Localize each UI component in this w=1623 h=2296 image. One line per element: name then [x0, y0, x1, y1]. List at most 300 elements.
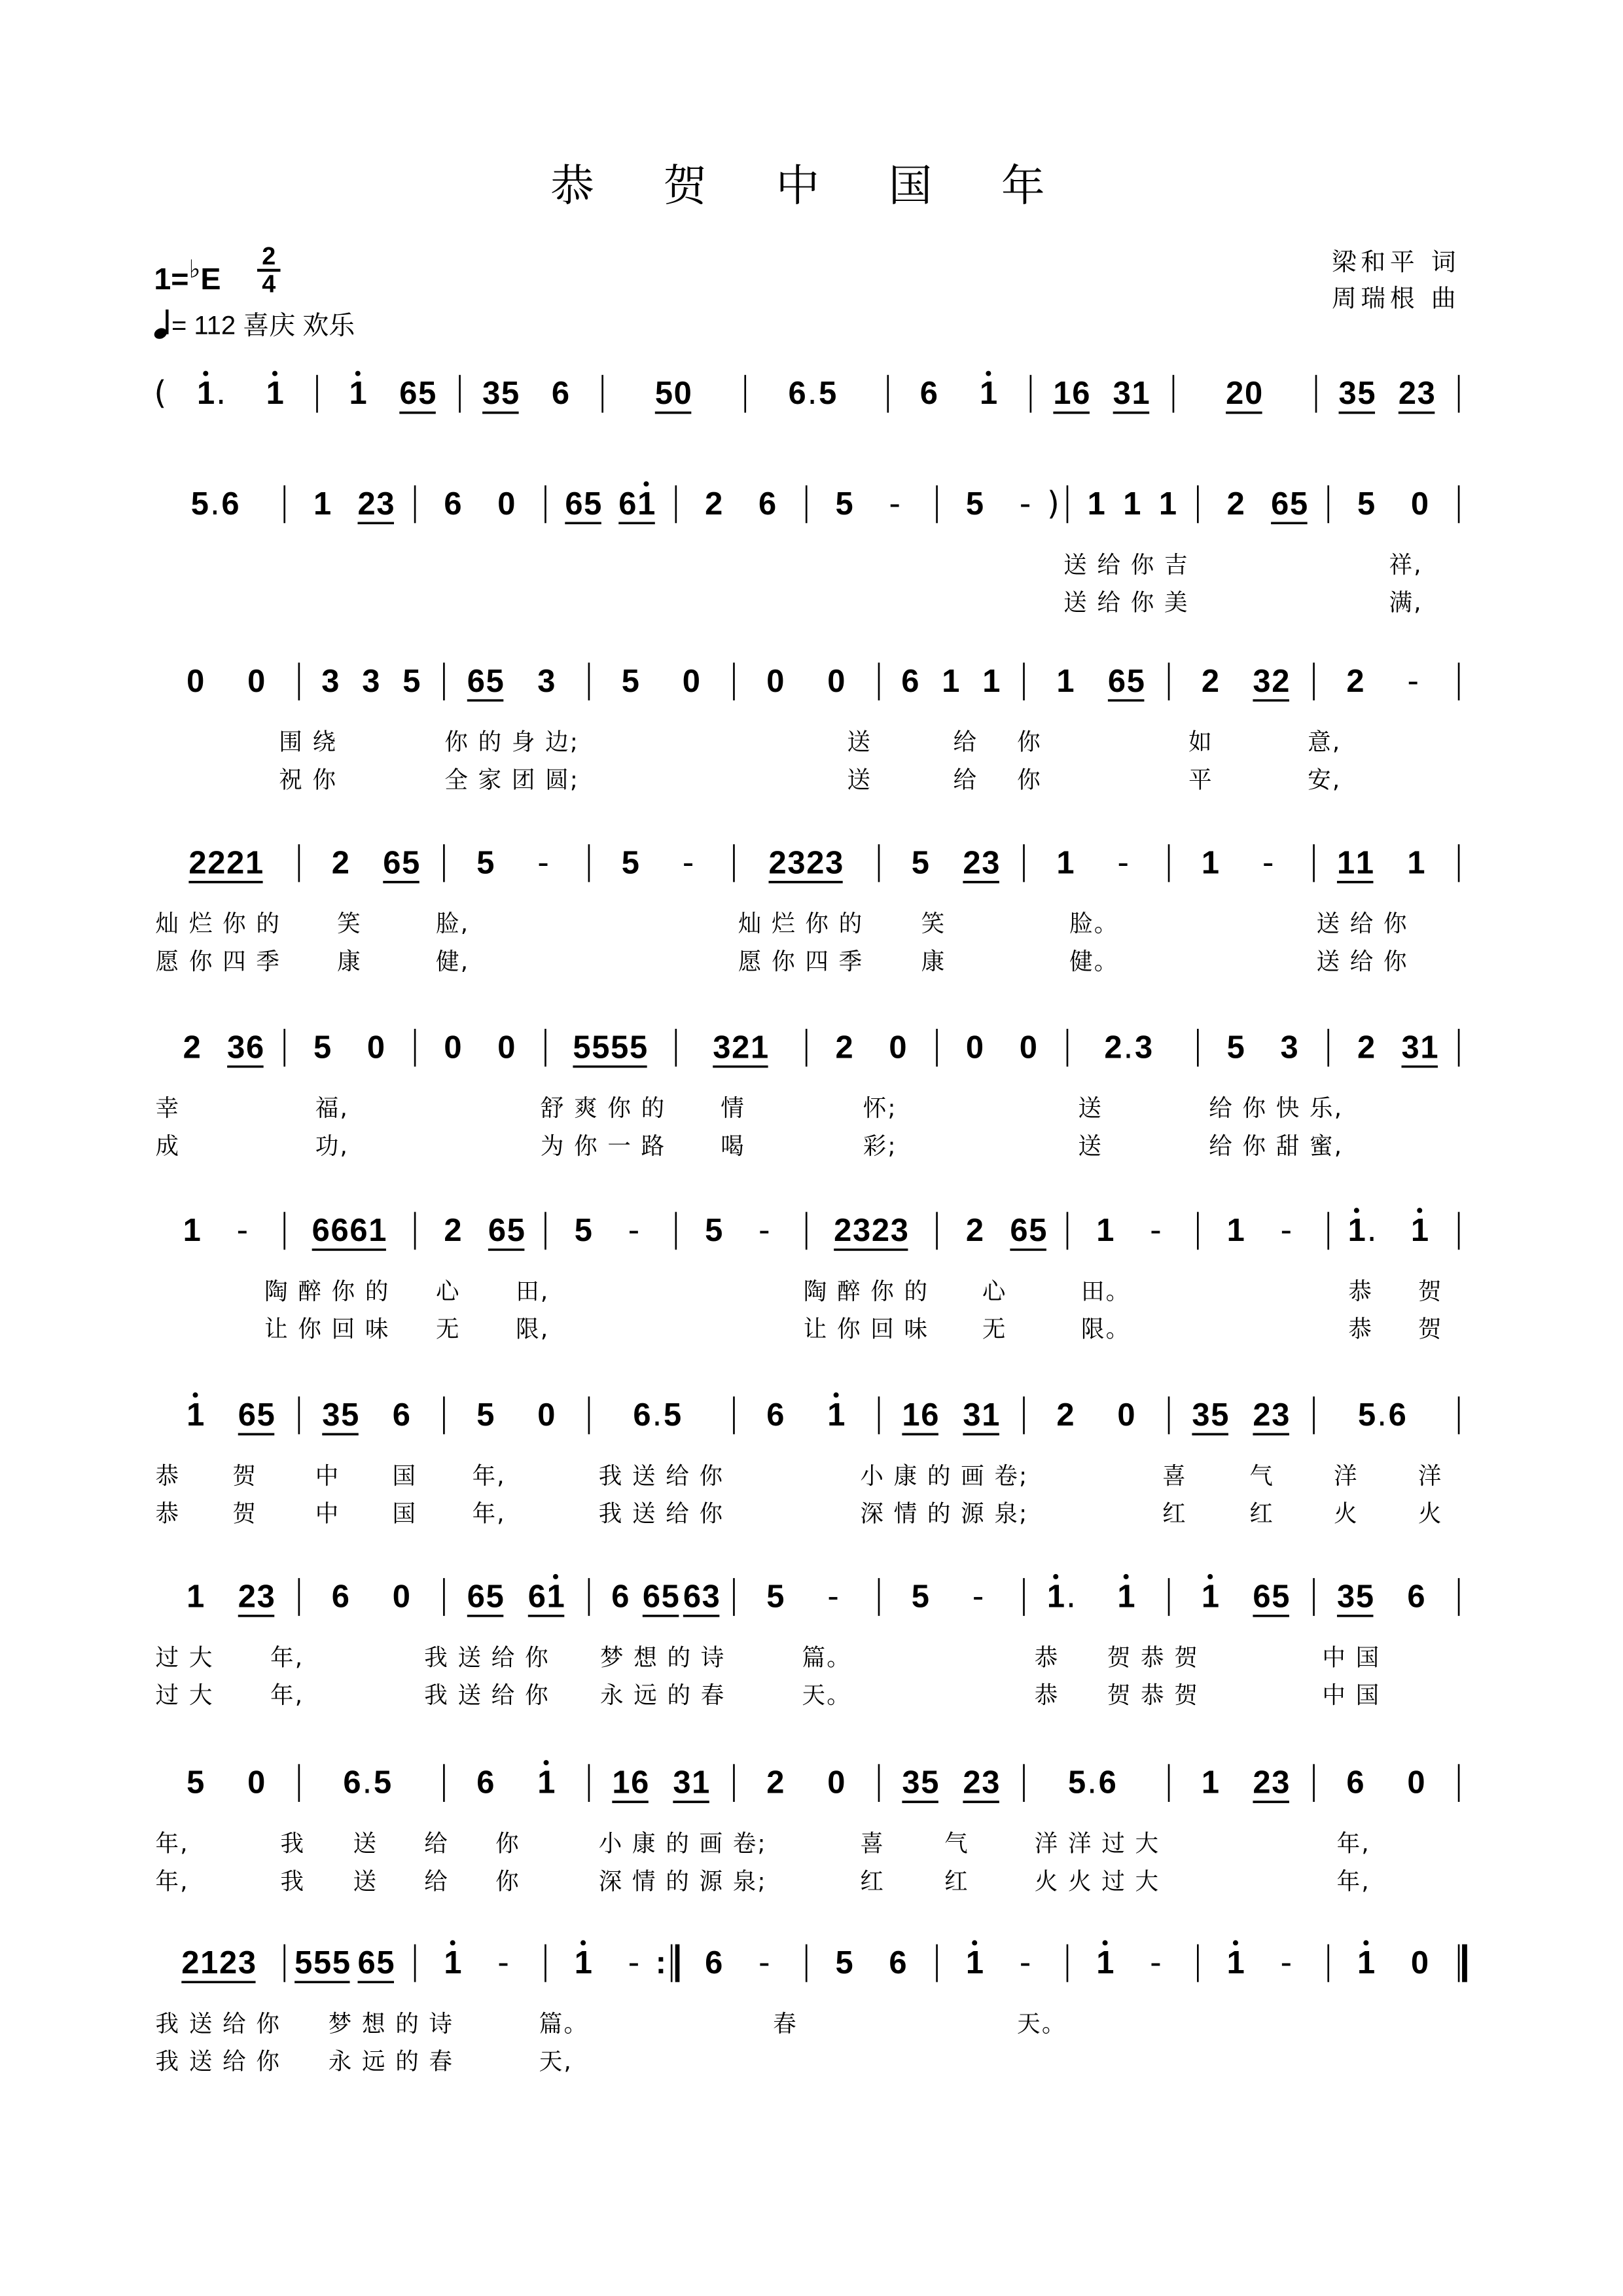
note: 2 [444, 1213, 462, 1249]
note: 3 [963, 1397, 981, 1433]
key-signature [154, 256, 221, 298]
note: 0 [1117, 1397, 1135, 1433]
extension-dash: - [1019, 1944, 1031, 1982]
note: 0 [965, 1030, 984, 1066]
note: 1 [1053, 376, 1071, 412]
lyric-verse-2: 天。 [802, 1681, 852, 1709]
lyric-verse-1: 年, [472, 1462, 506, 1490]
lyric-verse-1: 年, [155, 1829, 189, 1857]
note: 1 [637, 486, 656, 522]
note: 6 [238, 1397, 256, 1433]
note: 6 [221, 486, 240, 522]
notation-staff [0, 1005, 1623, 1092]
note: 6 [1010, 1213, 1028, 1249]
note: 1 [1226, 1945, 1245, 1981]
lyric-verse-2: 年, [270, 1681, 304, 1709]
note: 6 [330, 1213, 349, 1249]
note: 1 [1357, 1945, 1376, 1981]
note: 2 [183, 1030, 201, 1066]
extension-dash: - [1280, 1944, 1293, 1982]
note: 5 [819, 376, 837, 412]
note: 6 [1271, 486, 1289, 522]
lyric-verse-1: 田, [516, 1277, 550, 1305]
tempo-expression: 喜庆 欢乐 [243, 311, 355, 340]
note: 5 [257, 1397, 275, 1433]
lyric-verse-1: 你 [1017, 728, 1042, 756]
note: 1 [902, 1397, 920, 1433]
lyric-verse-1: 喜 [1162, 1462, 1187, 1490]
note: 6 [633, 1397, 651, 1433]
note: 5 [332, 1945, 351, 1981]
note: 6 [611, 1579, 630, 1615]
lyric-verse-2: 愿 你 四 季 [155, 947, 281, 975]
note: 6 [1346, 1765, 1364, 1801]
note: 2 [1201, 663, 1220, 699]
note: 3 [482, 376, 501, 412]
note: 3 [902, 1765, 920, 1801]
lyric-verse-1: 心 [982, 1277, 1007, 1305]
lyric-verse-2: 康 [337, 947, 362, 975]
dot-mark: . [1376, 1396, 1387, 1434]
lyric-verse-2: 无 [982, 1315, 1007, 1343]
dot-mark: . [362, 1763, 372, 1801]
note: 1 [1355, 845, 1374, 881]
note: 5 [1358, 1397, 1376, 1433]
lyric-verse-1: 我 送 给 你 [155, 2009, 281, 2037]
lyric-verse-1: 国 [392, 1462, 418, 1490]
note: 2 [1272, 663, 1290, 699]
lyric-verse-1: 送 [1078, 1094, 1103, 1122]
lyric-verse-1: 送 [847, 728, 872, 756]
note: 0 [889, 1030, 907, 1066]
lyric-verse-1: 梦 想 的 诗 [599, 1643, 726, 1672]
lyric-verse-1: 中 国 [1322, 1643, 1381, 1672]
note: 0 [1410, 486, 1429, 522]
extension-dash: - [758, 1944, 770, 1982]
note: 6 [565, 486, 583, 522]
lyric-verse-2: 给 你 甜 蜜, [1209, 1132, 1344, 1160]
lyric-verse-1: 送 [353, 1829, 378, 1857]
note: 2 [1357, 1030, 1376, 1066]
flat-sign: ♭ [188, 255, 201, 283]
lyric-verse-1: 意, [1308, 728, 1342, 756]
note: 2 [181, 1945, 200, 1981]
lyric-verse-2: 年, [1336, 1867, 1370, 1895]
note: 6 [901, 663, 919, 699]
lyric-verse-1: 幸 [155, 1094, 181, 1122]
notation-staff [0, 821, 1623, 908]
note: 0 [247, 1765, 266, 1801]
time-signature-top: 2 [262, 242, 276, 270]
note: 1 [1117, 1579, 1135, 1615]
note: 1 [444, 1945, 462, 1981]
lyric-verse-2: 送 给 你 [1316, 947, 1408, 975]
lyric-verse-1: 小 康 的 画 卷; [598, 1829, 767, 1857]
note: 6 [488, 1213, 507, 1249]
note: 5 [341, 1397, 359, 1433]
note: 6 [642, 1579, 660, 1615]
note: 1 [827, 1397, 846, 1433]
composer-credit: 周瑞根 曲 [1332, 285, 1461, 314]
high-octave-dot [1233, 1940, 1238, 1945]
notation-staff [0, 462, 1623, 549]
note: 5 [630, 1030, 648, 1066]
lyric-verse-1: 贺 恭 贺 [1107, 1643, 1200, 1672]
lyric-verse-1: 洋 [1418, 1462, 1443, 1490]
lyric-verse-1: 心 [436, 1277, 461, 1305]
note: 5 [911, 1579, 929, 1615]
note: 2 [1226, 376, 1244, 412]
lyric-verse-2: 恭 [1034, 1681, 1060, 1709]
note: 2 [834, 1213, 852, 1249]
note: 1 [313, 486, 332, 522]
lyric-verse-1: 我 送 给 你 [598, 1462, 724, 1490]
note: 5 [621, 845, 639, 881]
note: 3 [1272, 1397, 1290, 1433]
note: 3 [1280, 1030, 1298, 1066]
note: 3 [537, 663, 556, 699]
lyric-verse-1: 脸。 [1069, 909, 1119, 938]
note: 2 [1398, 376, 1416, 412]
repeat-dots: : [655, 1945, 667, 1981]
note: 0 [1244, 376, 1263, 412]
note: 1 [1420, 1030, 1438, 1066]
note: 6 [618, 486, 637, 522]
note: 1 [612, 1765, 630, 1801]
note: 5 [1211, 1397, 1229, 1433]
note: 6 [631, 1765, 649, 1801]
note: 1 [1046, 1579, 1065, 1615]
notation-staff [0, 1921, 1623, 2008]
note: 0 [673, 376, 692, 412]
lyric-verse-1: 祥, [1389, 550, 1423, 579]
note: 6 [476, 1765, 495, 1801]
dot-mark: . [209, 484, 221, 522]
note: 2 [963, 845, 981, 881]
lyric-verse-2: 喝 [721, 1132, 745, 1160]
note: 5 [507, 1213, 525, 1249]
high-octave-dot [1207, 1574, 1213, 1579]
dot-mark: . [215, 374, 226, 412]
note: 3 [238, 1945, 257, 1981]
note: 2 [331, 845, 349, 881]
note: 6 [357, 1945, 376, 1981]
note: 6 [1098, 1765, 1116, 1801]
note: 6 [1072, 376, 1090, 412]
note: 2 [1253, 1765, 1271, 1801]
note: 3 [982, 845, 1000, 881]
lyric-verse-2: 我 送 给 你 [155, 2047, 281, 2075]
lyric-verse-1: 贺 [232, 1462, 258, 1490]
note: 1 [1226, 1213, 1245, 1249]
note: 0 [187, 663, 205, 699]
dot-mark: . [652, 1396, 662, 1434]
song-title: 恭 贺 中 国 年 [550, 161, 1073, 213]
extension-dash: - [1407, 662, 1419, 700]
note: 1 [1096, 1213, 1115, 1249]
note: 3 [376, 486, 395, 522]
note: 5 [1226, 1030, 1245, 1066]
lyric-verse-2: 中 国 [1322, 1681, 1381, 1709]
note: 5 [911, 845, 929, 881]
lyric-verse-1: 梦 想 的 诗 [328, 2009, 454, 2037]
note: 5 [1357, 376, 1376, 412]
note: 1 [965, 1945, 984, 1981]
quarter-note-icon [154, 310, 171, 338]
high-octave-dot [192, 1392, 198, 1397]
lyric-verse-2: 彩; [863, 1132, 897, 1160]
note: 1 [982, 1397, 1000, 1433]
note: 6 [444, 486, 462, 522]
note: 6 [758, 486, 777, 522]
note: 3 [853, 1213, 871, 1249]
lyric-verse-1: 年, [1336, 1829, 1370, 1857]
lyric-verse-1: 笑 [337, 909, 362, 938]
note: 1 [196, 376, 215, 412]
note: 6 [245, 1030, 264, 1066]
extension-dash: - [682, 844, 694, 882]
notation-staff [0, 351, 1623, 439]
note: 6 [399, 376, 418, 412]
extension-dash: - [628, 1944, 640, 1982]
notation-staff [0, 1373, 1623, 1460]
high-octave-dot [203, 371, 208, 376]
lyric-verse-2: 让 你 回 味 [264, 1315, 390, 1343]
note: 5 [584, 486, 602, 522]
note: 5 [621, 663, 639, 699]
lyric-verse-1: 田。 [1080, 1277, 1131, 1305]
extension-dash: - [1280, 1211, 1293, 1249]
lyric-verse-2: 为 你 一 路 [540, 1132, 666, 1160]
lyric-verse-2: 深 情 的 源 泉; [860, 1499, 1029, 1528]
note: 5 [611, 1030, 629, 1066]
note: 1 [982, 663, 1001, 699]
extension-dash: - [497, 1944, 509, 1982]
note: 5 [1029, 1213, 1047, 1249]
closing-paren: ) [1046, 484, 1060, 522]
notation-staff [0, 639, 1623, 726]
note: 3 [257, 1579, 275, 1615]
note: 1 [1410, 1213, 1429, 1249]
note: 3 [982, 1765, 1000, 1801]
note: 5 [835, 1945, 853, 1981]
high-octave-dot [580, 1940, 586, 1945]
note: 6 [1107, 663, 1126, 699]
lyric-verse-1: 篇。 [802, 1643, 852, 1672]
lyric-verse-2: 中 [315, 1499, 340, 1528]
lyric-verse-2: 满, [1389, 588, 1423, 617]
lyric-verse-1: 脸, [436, 909, 470, 938]
note: 1 [750, 1030, 769, 1066]
lyric-verse-2: 你 [495, 1867, 520, 1895]
dot-mark: . [807, 374, 817, 412]
note: 2 [219, 1945, 238, 1981]
note: 2 [1253, 1397, 1271, 1433]
note: 5 [294, 1945, 313, 1981]
extension-dash: - [1150, 1944, 1162, 1982]
extension-dash: - [1262, 844, 1274, 882]
note: 5 [313, 1945, 332, 1981]
high-octave-dot [1124, 1574, 1129, 1579]
lyric-verse-2: 让 你 回 味 [803, 1315, 929, 1343]
note: 0 [537, 1397, 556, 1433]
lyric-verse-1: 天。 [1017, 2009, 1067, 2037]
high-octave-dot [1417, 1208, 1422, 1213]
note: 1 [942, 663, 960, 699]
lyric-verse-2: 给 [424, 1867, 450, 1895]
lyric-verse-2: 限, [516, 1315, 550, 1343]
note: 3 [1336, 1579, 1355, 1615]
high-octave-dot [1053, 1574, 1058, 1579]
lyric-verse-2: 火 [1418, 1499, 1443, 1528]
note: 5 [965, 486, 984, 522]
lyric-verse-2: 愿 你 四 季 [738, 947, 864, 975]
note: 5 [501, 376, 520, 412]
extension-dash: - [628, 1211, 640, 1249]
note: 5 [418, 376, 437, 412]
note: 5 [476, 845, 495, 881]
dot-mark: . [1065, 1577, 1077, 1615]
lyric-verse-1: 气 [944, 1829, 969, 1857]
lyric-verse-1: 情 [721, 1094, 745, 1122]
note: 1 [187, 1397, 205, 1433]
high-octave-dot [972, 1940, 977, 1945]
music-system [0, 1555, 1623, 1773]
lyric-verse-2: 年, [155, 1867, 189, 1895]
note: 5 [1289, 486, 1308, 522]
note: 2 [188, 845, 207, 881]
lyric-verse-1: 灿 烂 你 的 [155, 909, 281, 938]
note: 6 [921, 1397, 939, 1433]
note: 1 [1336, 845, 1355, 881]
lyric-verse-2: 贺 [232, 1499, 258, 1528]
note: 3 [1253, 663, 1271, 699]
lyric-verse-1: 贺 [1418, 1277, 1443, 1305]
high-octave-dot [553, 1574, 558, 1579]
lyric-verse-2: 健, [436, 947, 470, 975]
note: 1 [349, 376, 367, 412]
note: 3 [702, 1579, 720, 1615]
high-octave-dot [1354, 1208, 1359, 1213]
note: 2 [963, 1765, 981, 1801]
note: 2 [226, 845, 245, 881]
note: 0 [766, 663, 785, 699]
lyric-verse-2: 平 [1188, 766, 1213, 794]
note: 2 [835, 1030, 853, 1066]
note: 1 [1056, 845, 1075, 881]
high-octave-dot [986, 371, 991, 376]
lyric-verse-1: 你 的 身 边; [444, 728, 580, 756]
note: 0 [366, 1030, 385, 1066]
lyric-verse-1: 小 康 的 画 卷; [860, 1462, 1029, 1490]
note: 6 [766, 1397, 785, 1433]
note: 6 [349, 1213, 368, 1249]
lyric-verse-1: 中 [315, 1462, 340, 1490]
high-octave-dot [643, 481, 649, 486]
notation-staff [0, 1555, 1623, 1642]
note: 0 [1019, 1030, 1037, 1066]
lyric-verse-1: 陶 醉 你 的 [803, 1277, 929, 1305]
lyric-verse-1: 送 给 你 吉 [1063, 550, 1189, 579]
note: 1 [1096, 1945, 1115, 1981]
lyric-verse-2: 我 [280, 1867, 306, 1895]
lyric-verse-2: 我 送 给 你 [424, 1681, 550, 1709]
lyric-verse-2: 恭 [1348, 1315, 1374, 1343]
lyric-verse-2: 恭 [155, 1499, 181, 1528]
note: 5 [574, 1213, 592, 1249]
note: 1 [1201, 1765, 1220, 1801]
note: 5 [1067, 1765, 1086, 1801]
high-octave-dot [544, 1760, 549, 1765]
note: 1 [692, 1765, 710, 1801]
note: 5 [402, 845, 420, 881]
note: 5 [592, 1030, 610, 1066]
note: 6 [331, 1579, 349, 1615]
note: 2 [705, 486, 723, 522]
note: 1 [1087, 486, 1105, 522]
note: 3 [1401, 1030, 1419, 1066]
note: 5 [402, 663, 421, 699]
note: 2 [1226, 486, 1245, 522]
lyric-verse-1: 我 送 给 你 [424, 1643, 550, 1672]
lyric-verse-2: 全 家 团 圆; [444, 766, 580, 794]
lyric-verse-2: 我 送 给 你 [598, 1499, 724, 1528]
lyricist-credit: 梁和平 词 [1332, 248, 1461, 278]
lyric-verse-1: 我 [280, 1829, 306, 1857]
note: 1 [546, 1579, 565, 1615]
note: 3 [787, 845, 806, 881]
note: 5 [766, 1579, 785, 1615]
note: 3 [1134, 1030, 1153, 1066]
note: 1 [1347, 1213, 1366, 1249]
note: 1 [1123, 486, 1141, 522]
lyric-verse-1: 围 绕 [279, 728, 338, 756]
lyric-verse-2: 红 [944, 1867, 969, 1895]
note: 6 [343, 1765, 361, 1801]
lyric-verse-1: 送 给 你 [1316, 909, 1408, 938]
note: 0 [1407, 1765, 1425, 1801]
lyric-verse-1: 洋 洋 过 大 [1034, 1829, 1160, 1857]
extension-dash: - [1117, 844, 1129, 882]
note: 1 [1158, 486, 1177, 522]
lyric-verse-2: 永 远 的 春 [599, 1681, 726, 1709]
note: 2 [1104, 1030, 1122, 1066]
note: 5 [313, 1030, 332, 1066]
note: 5 [1355, 1579, 1374, 1615]
note: 5 [705, 1213, 723, 1249]
note: 2 [871, 1213, 890, 1249]
lyric-verse-2: 送 [847, 766, 872, 794]
note: 3 [1272, 1765, 1290, 1801]
note: 1 [537, 1765, 556, 1801]
lyric-verse-2: 送 给 你 美 [1063, 588, 1189, 617]
extension-dash: - [889, 484, 901, 522]
lyric-verse-2: 贺 恭 贺 [1107, 1681, 1200, 1709]
lyric-verse-1: 恭 [1348, 1277, 1374, 1305]
note: 0 [444, 1030, 462, 1066]
note: 3 [1417, 376, 1435, 412]
lyric-verse-2: 火 [1334, 1499, 1359, 1528]
note: 2 [732, 1030, 750, 1066]
lyric-verse-1: 气 [1249, 1462, 1275, 1490]
lyric-verse-2: 康 [921, 947, 946, 975]
time-signature-bottom: 4 [262, 270, 276, 298]
note: 2 [768, 845, 787, 881]
tempo-value: = 112 [171, 311, 236, 340]
note: 6 [788, 376, 806, 412]
note: 5 [376, 1945, 395, 1981]
lyric-verse-1: 春 [773, 2009, 798, 2037]
